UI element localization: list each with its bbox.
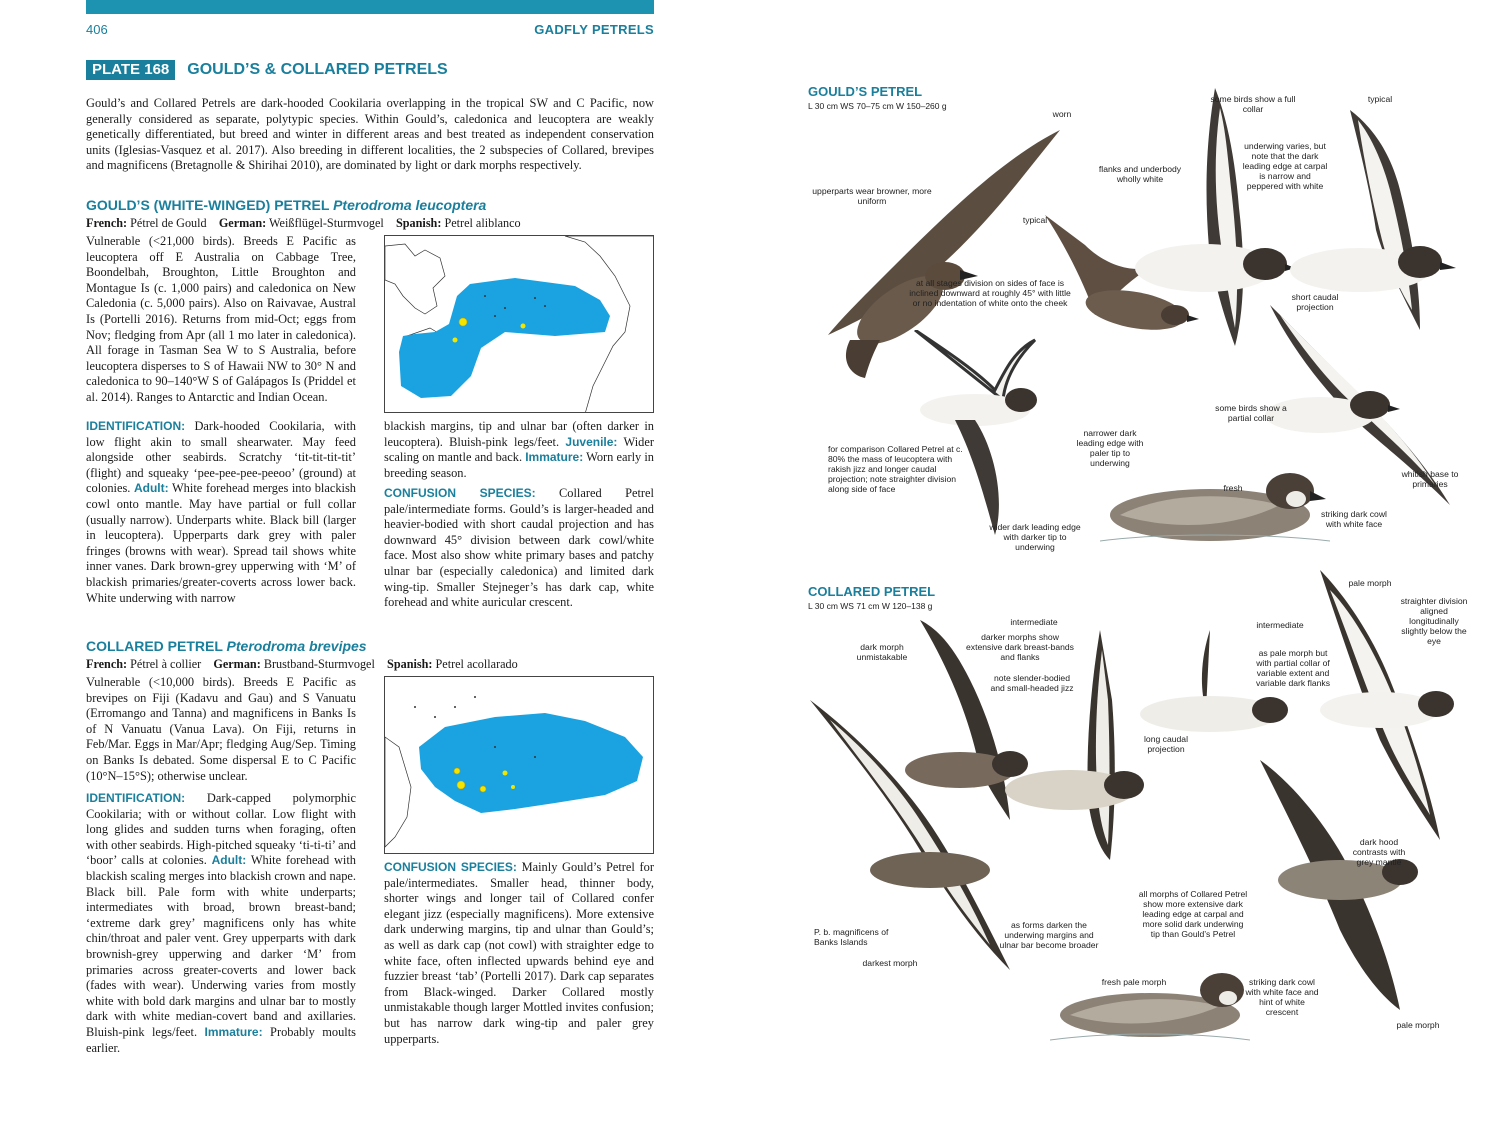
label-flanks-white: flanks and underbody wholly white — [1098, 164, 1182, 184]
label-fresh-pale-morph: fresh pale morph — [1101, 977, 1167, 987]
french-name: Pétrel de Gould — [130, 216, 207, 230]
bird-collared-comparison — [895, 330, 1055, 540]
label-narrower-dark: narrower dark leading edge with paler tip to underwing — [1076, 428, 1144, 468]
goulds-identification — [86, 419, 356, 606]
label-striking-dark-cowl-2: striking dark cowl with white face and hint of white crescent — [1245, 977, 1319, 1017]
french-name: Pétrel à collier — [130, 657, 202, 671]
label-typical-mid: typical — [1022, 215, 1048, 225]
goulds-range-map — [384, 235, 654, 413]
goulds-right-column — [384, 419, 654, 481]
french-label: French: — [86, 216, 128, 230]
confusion-label: CONFUSION SPECIES: — [384, 486, 536, 500]
collared-map-svg — [385, 677, 654, 854]
label-long-caudal: long caudal projection — [1144, 734, 1188, 754]
intro-paragraph: Gould’s and Collared Petrels are dark-hooded Cookilaria overlapping in the tropical SW and C Pacific, now generally considered as separate, polytypic species. Within Gould’s, caledonica and leucoptera are weakly genetically differentiated, but breed and winter in different areas and best treated as independent conservation units (Iglesias-Vasquez et al. 2017). Also breeding in different localities, the 2 subspecies of Collared, brevipes and magnificens (Bretagnolle & Shirihai 2010), are dominated by light or dark morphs respectively. — [86, 96, 654, 173]
juvenile-text: Wider scaling on mantle and back. — [384, 434, 654, 465]
adult-text: White forehead merges into blackish cowl onto mantle. May have partial or full collar (usually narrow). Underparts white. Black bill (larger in leucoptera). Upperparts dark grey with paler fringes (browns with wear). Spread tail shows white inner vanes. Dark brown-grey upperwing with ‘M’ of blackish primaries/greater-coverts across lower back. White underwing with narrow — [86, 481, 356, 605]
collared-heading — [86, 638, 367, 654]
label-darkest-morph: darkest morph — [862, 958, 918, 968]
label-as-forms-darken: as forms darken the underwing margins and ulnar bar become broader — [999, 920, 1099, 950]
label-intermediate-2: intermediate — [1256, 620, 1304, 630]
label-wider-dark: wider dark leading edge with darker tip to underwing — [989, 522, 1081, 552]
spanish-name: Petrel aliblanco — [444, 216, 521, 230]
immature-text: Probably moults earlier. — [86, 1024, 356, 1055]
running-head: GADFLY PETRELS — [534, 22, 654, 37]
french-label: French: — [86, 657, 128, 671]
label-pale-morph-top: pale morph — [1348, 578, 1392, 588]
id-text: Dark-capped polymorphic Cookilaria; with or without collar. Low flight with long glides and sudden turns when foraging, often with other seabirds. High-pitched squeaky ‘ti-ti-ti’ and ‘boor’ calls at colonies. — [86, 791, 356, 868]
goulds-confusion — [384, 486, 654, 611]
label-as-pale-morph: as pale morph but with partial collar of variable extent and variable dark flanks — [1255, 648, 1331, 688]
german-label: German: — [218, 216, 267, 230]
id-label: IDENTIFICATION: — [86, 419, 186, 433]
label-underwing-varies: underwing varies, but note that the dark leading edge at carpal is narrow and peppered with white — [1242, 141, 1328, 191]
collared-common-names — [86, 657, 654, 672]
collared-status-text: Vulnerable (<10,000 birds). Breeds E Pacific as brevipes on Fiji (Kadavu and Gau) and S Vanuatu (Erromango and Tanna) and magnificens in Banks Is of N Vanuatu (Vanua Lava). On Fiji, returns in Feb/Mar. Eggs in Mar/Apr; fledging Aug/Sep. Timing on Banks Is debated. Some dispersal E to C Pacific (10°N–15°S); otherwise unclear. — [86, 675, 356, 783]
label-fresh: fresh — [1223, 483, 1243, 493]
label-whitish-base: whitish base to primaries — [1401, 469, 1459, 489]
adult-label: Adult: — [211, 853, 247, 868]
label-slender-bodied: note slender-bodied and small-headed jizz — [990, 673, 1074, 693]
plate-label: PLATE 168 — [86, 60, 175, 80]
id-text: Dark-hooded Cookilaria, with low flight akin to small shearwater. May feed alongside other seabirds. Scratchy ‘tit-tit-tit-tit’ (flight) and squeaky ‘pee-pee-pee-peeoo’ (ground) at colonies. — [86, 419, 356, 496]
german-name: Brustband-Sturmvogel — [263, 657, 375, 671]
label-some-partial-collar: some birds show a partial collar — [1215, 403, 1287, 423]
plate-collared-title: COLLARED PETREL — [808, 584, 936, 599]
german-name: Weißflügel-Sturmvogel — [269, 216, 384, 230]
label-comparison: for comparison Collared Petrel at c. 80% the mass of leucoptera with rakish jizz and longer caudal projection; note straighter division along side of face — [828, 444, 963, 494]
immature-label: Immature: — [525, 450, 584, 465]
spanish-label: Spanish: — [396, 216, 442, 230]
label-striking-dark-cowl: striking dark cowl with white face — [1321, 509, 1387, 529]
confusion-text: Collared Petrel pale/intermediate forms. Gould’s is larger-headed and heavier-bodied with short caudal projection and has downward 45° division between dark cowl/white face. Most also show white primary bases and patchy ulnar bar (especially caledonica) and limited dark wing-tip. Smaller Stejneger’s has dark cap, white forehead and white auricular crescent. — [384, 486, 654, 610]
collared-confusion — [384, 860, 654, 1047]
label-short-caudal: short caudal projection — [1291, 292, 1339, 312]
spanish-label: Spanish: — [387, 657, 433, 671]
id-label: IDENTIFICATION: — [86, 791, 186, 805]
goulds-heading-name: GOULD’S (WHITE-WINGED) PETREL — [86, 197, 330, 213]
label-all-morphs: all morphs of Collared Petrel show more extensive dark leading edge at carpal and more solid dark underwing tip than Gould’s Petrel — [1138, 889, 1248, 939]
german-label: German: — [213, 657, 261, 671]
confusion-label: CONFUSION SPECIES: — [384, 860, 517, 874]
label-all-stages: at all stages division on sides of face is inclined downward at roughly 45° with little or no indentation of white onto the cheek — [909, 278, 1071, 308]
collared-latin-name: Pterodroma brevipes — [226, 638, 367, 654]
goulds-map-svg — [385, 236, 654, 413]
collared-heading-name: COLLARED PETREL — [86, 638, 223, 654]
goulds-heading — [86, 197, 486, 213]
immature-label: Immature: — [204, 1024, 263, 1039]
plate-goulds-title: GOULD’S PETREL — [808, 84, 923, 99]
plate-collared-measurements: L 30 cm WS 71 cm W 120–138 g — [808, 601, 933, 611]
underwing-continued: blackish margins, tip and ulnar bar (often darker in leucoptera). Bluish-pink legs/feet. — [384, 419, 654, 449]
collared-identification — [86, 791, 356, 1056]
label-straighter-division: straighter division aligned longitudinally slightly below the eye — [1400, 596, 1468, 646]
label-pb-magnificens: P. b. magnificens of Banks Islands — [814, 927, 889, 947]
plate-heading — [86, 60, 448, 80]
plate-title: GOULD’S & COLLARED PETRELS — [187, 61, 448, 78]
bird-collared-pale-morph-bottom — [1250, 760, 1450, 1010]
immature-text: Worn early in breeding season. — [384, 450, 654, 480]
label-intermediate-1: intermediate — [1010, 617, 1058, 627]
adult-text: White forehead with blackish scaling merges into blackish crown and nape. Black bill. Pale form with white underparts; intermediates with broad, brown breast-band; ‘extreme dark grey’ magnificens only has white chin/throat and paler vent. Grey upperparts with dark brownish-grey upperwing and darker ‘M’ from primaries across greater-coverts and lower back (fades with wear). Underwing varies from mostly white with bold dark margins and ulnar bar to mostly dark with white median-covert band and axillaries. Bluish-pink legs/feet. — [86, 853, 356, 1039]
plate-goulds-measurements: L 30 cm WS 70–75 cm W 150–260 g — [808, 101, 947, 111]
collared-range-map — [384, 676, 654, 854]
label-typical-top: typical — [1367, 94, 1393, 104]
adult-label: Adult: — [133, 481, 169, 496]
top-color-bar — [86, 0, 654, 14]
label-upperparts-browner: upperparts wear browner, more uniform — [812, 186, 932, 206]
bird-goulds-fresh-swimming — [1100, 455, 1330, 555]
goulds-latin-name: Pterodroma leucoptera — [333, 197, 487, 213]
label-dark-morph: dark morph unmistakable — [856, 642, 908, 662]
label-pale-morph-bottom: pale morph — [1396, 1020, 1440, 1030]
juvenile-label: Juvenile: — [565, 434, 618, 449]
goulds-common-names — [86, 216, 654, 231]
spanish-name: Petrel acollarado — [435, 657, 518, 671]
label-worn: worn — [1052, 109, 1072, 119]
goulds-status-text: Vulnerable (<21,000 birds). Breeds E Pacific as leucoptera off E Australia on Cabbage Tree, Boondelbah, Broughton, Little Broughton and Montague Is (c. 1,000 pairs) and caledonica on New Caledonia (c. 5,000 pairs). Also on Raivavae, Austral Is (Portelli 2016). Returns from mid-Oct; eggs from Nov; fledging from Apr (all 1 mo later in caledonica). All forage in Tasman Sea W to S Australia, before leucoptera disperses to S of Hawaii NW to 30° N and caledonica to 90–140°W S of Galápagos Is (Priddel et al. 2014). Ranges to Antarctic and Indian Ocean. — [86, 234, 356, 404]
label-darker-morphs: darker morphs show extensive dark breast-bands and flanks — [966, 632, 1074, 662]
label-dark-hood: dark hood contrasts with grey mantle — [1352, 837, 1406, 867]
label-some-full-collar: some birds show a full collar — [1210, 94, 1296, 114]
confusion-text: Mainly Gould’s Petrel for pale/intermediates. Smaller head, thinner body, shorter wings and longer tail of Collared confer elegant jizz (especially magnificens). More extensive dark underwing margins, tip and ulnar than Gould’s; as well as dark cap (not cowl) with straighter edge to white face, often inflected upwards behind eye and fuzzier breast ‘tab’ (Portelli 2017). Dark cap separates from Black-winged. Darker Collared mostly unmistakable though larger Mottled invites confusion; but has narrow dark wing-tip and paler grey upperparts. — [384, 860, 654, 1046]
bird-collared-fresh-pale-swimming — [1050, 960, 1250, 1050]
page-number: 406 — [86, 22, 108, 37]
